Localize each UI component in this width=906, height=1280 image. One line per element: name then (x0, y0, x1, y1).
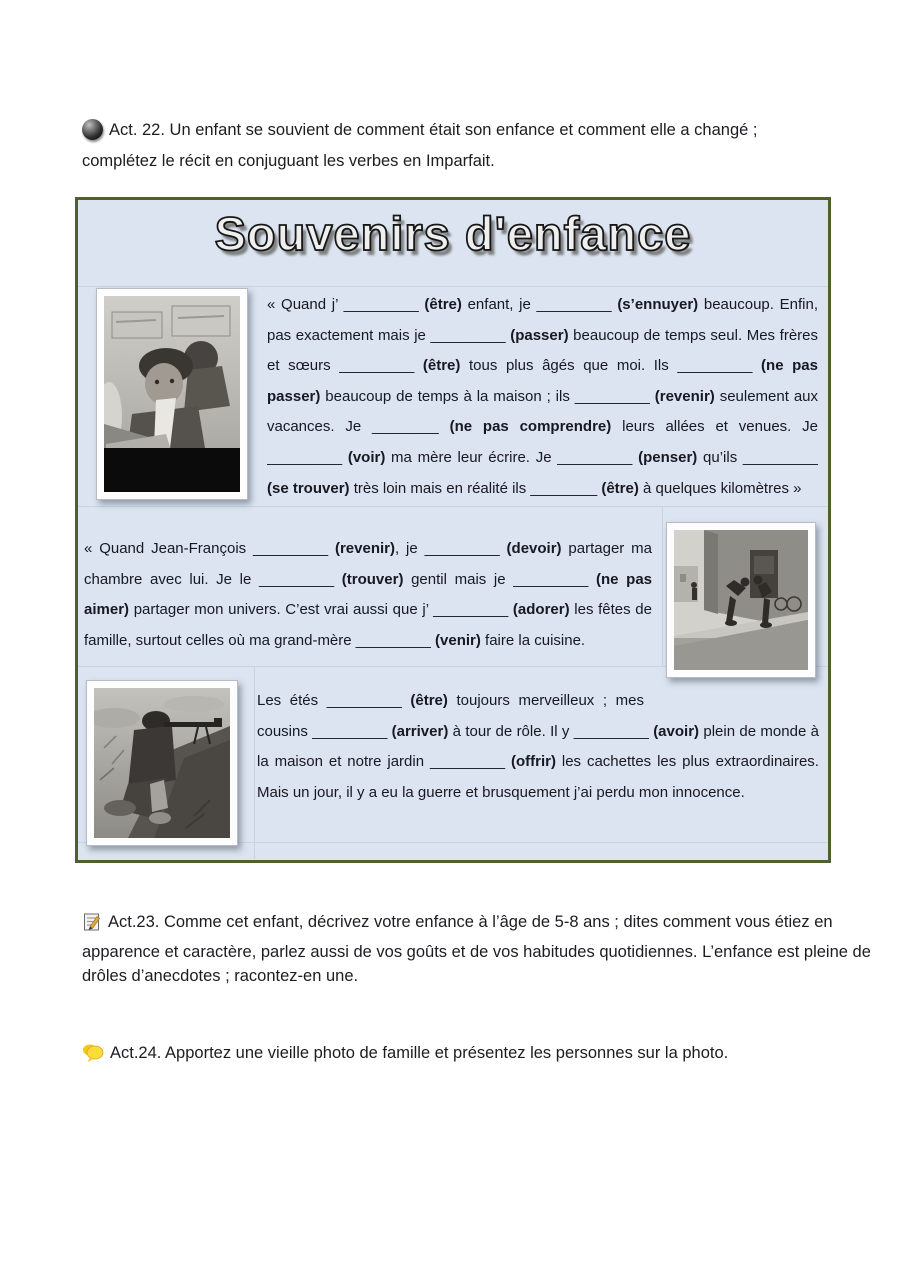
act22-text: Act. 22. Un enfant se souvient de comment était son enfance et comment elle a changé ; complétez le récit en conjuguant les verbes en Imparfait. (82, 121, 758, 170)
divider-line (78, 286, 828, 287)
boy-in-classroom-photo (96, 288, 248, 500)
boy-in-classroom-image (104, 296, 240, 492)
children-playing-street-image (674, 530, 808, 670)
act23-instruction (82, 910, 877, 989)
children-playing-street-photo (666, 522, 816, 678)
paragraph-1: « Quand j’ _________ (être) enfant, je _________ (s’ennuyer) beaucoup. Enfin, pas exactement mais je _________ (passer) beaucoup de temps seul. Mes frères et sœurs _________ (être) tous plus âgés que moi. Ils _________ (ne pas passer) beaucoup de temps à la maison ; ils _________ (revenir) seulement aux vacances. Je ________ (ne pas comprendre) leurs allées et venues. Je _________ (voir) ma mère leur écrire. Je _________ (penser) qu’ils _________ (se trouver) très loin mais en réalité ils ________ (être) à quelques kilomètres » (267, 296, 818, 497)
speech-bubble-icon (82, 1043, 104, 1071)
divider-line (662, 506, 663, 666)
paragraph-3-text: Les étés _________ (être) toujours merveilleux ; mes cousins _________ (arriver) à tour de rôle. Il y _________ (avoir) plein de monde à la maison et notre jardin _________ (offrir) les cachettes les plus extraordinaires. Mais un jour, il y a eu la guerre et brusquement j’ai perdu mon innocence. (257, 692, 819, 801)
act24-instruction (82, 1041, 877, 1071)
divider-line (78, 506, 828, 507)
act22-instruction (82, 115, 817, 177)
worksheet-box (75, 197, 831, 863)
paragraph-2: « Quand Jean-François _________ (revenir), je _________ (devoir) partager ma chambre avec lui. Je le _________ (trouver) gentil mais je _________ (ne pas aimer) partager mon univers. C’est vrai aussi que j’ _________ (adorer) les fêtes de famille, surtout celles où ma grand-mère _________ (venir) faire la cuisine. (84, 540, 652, 649)
glossy-sphere-icon (82, 119, 103, 140)
act24-text: Act.24. Apportez une vieille photo de famille et présentez les personnes sur la photo. (110, 1044, 729, 1062)
paragraph-3 (257, 686, 819, 846)
soldier-in-trench-image (94, 688, 230, 838)
divider-line (254, 666, 255, 859)
act23-text: Act.23. Comme cet enfant, décrivez votre enfance à l’âge de 5-8 ans ; dites comment vous étiez en apparence et caractère, parlez aussi de vos goûts et de vos habitudes quotidiennes. L’enfance est pleine de drôles d’anecdotes ; racontez-en une. (82, 913, 871, 985)
notepad-pencil-icon (82, 912, 102, 940)
soldier-in-trench-photo (86, 680, 238, 846)
worksheet-title: Souvenirs d'enfance (214, 207, 692, 260)
photo-wrap-spacer (644, 686, 819, 710)
